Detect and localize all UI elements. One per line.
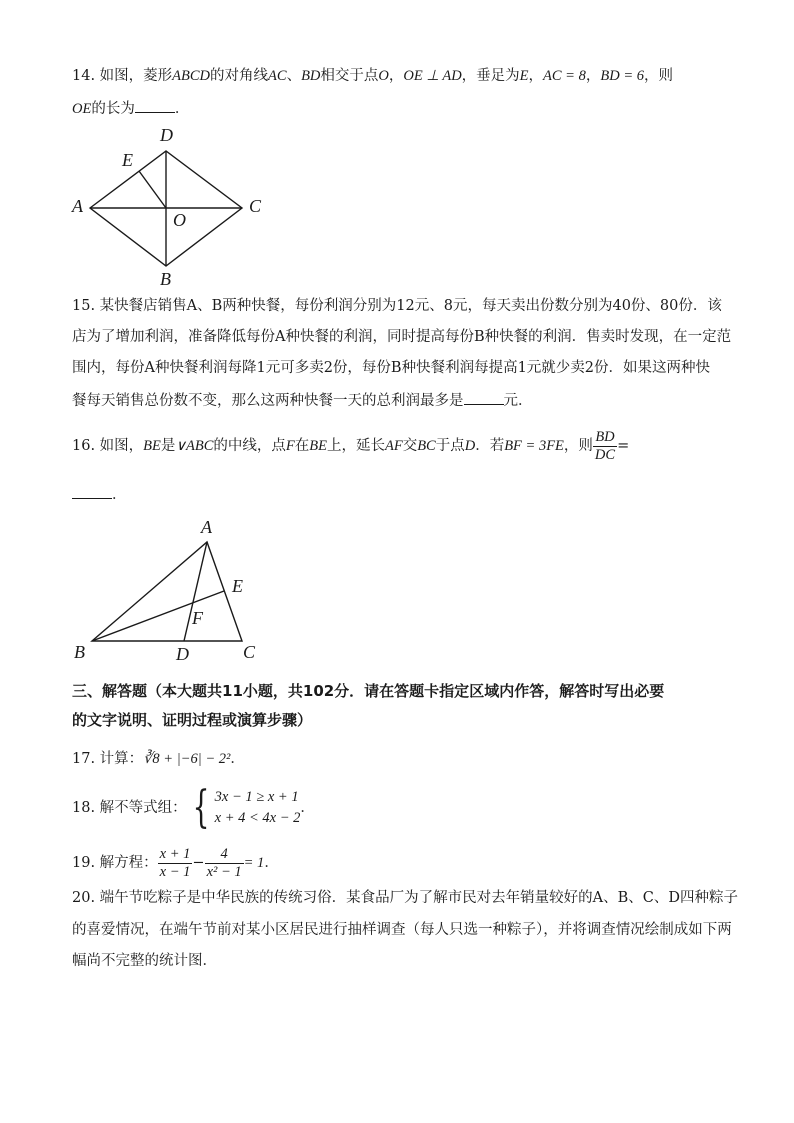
- q20-line3: 幅尚不完整的统计图．: [72, 953, 217, 969]
- q18: 18. 解不等式组： { 3x − 1 ≥ x + 1 x + 4 < 4x − 2 ．: [72, 782, 315, 833]
- q19-fraction-2: $\frac{4}{\text{x² − 1}}$: [206, 845, 242, 880]
- left-brace: {: [192, 782, 210, 833]
- q19: 19. 解方程： $\frac{x + 1}{x - 1}$ − $\frac{4}{\text{x² − 1}}$ = 1．: [72, 845, 279, 880]
- label-D: D: [176, 644, 189, 664]
- segment-oe: [139, 171, 166, 208]
- label-B: B: [74, 642, 85, 662]
- q14-line2: OE的长为 ．: [72, 98, 189, 119]
- label-D: D: [160, 125, 173, 145]
- q15-line2: 店为了增加利润，准备降低每份A种快餐的利润，同时提高每份B种快餐的利润．售卖时发现，在一定范: [72, 329, 732, 345]
- label-F: F: [192, 608, 203, 628]
- inequality-system: 3x − 1 ≥ x + 1 x + 4 < 4x − 2: [214, 789, 301, 826]
- q16-answer-blank: [72, 484, 112, 499]
- label-A: A: [201, 517, 212, 537]
- q15-line1: 15. 某快餐店销售A、B两种快餐，每份利润分别为12元、8元，每天卖出份数分别为40份、80份．该: [72, 298, 722, 314]
- q19-fraction-1: $\frac{x + 1}{x - 1}$: [159, 845, 191, 880]
- q15-answer-blank: [464, 390, 504, 405]
- q17: 17. 计算：∛8 + |−6| − 2²．: [72, 751, 245, 767]
- label-O: O: [173, 210, 186, 230]
- label-C: C: [243, 642, 256, 662]
- label-E: E: [232, 576, 243, 596]
- section3-heading-line2: 的文字说明、证明过程或演算步骤）: [72, 711, 313, 729]
- q20-line2: 的喜爱情况，在端午节前对某小区居民进行抽样调查（每人只选一种粽子），并将调查情况绘制成如下两: [72, 922, 732, 938]
- section3-heading-line1: 三、解答题（本大题共11小题，共102分．请在答题卡指定区域内作答，解答时写出必要: [72, 682, 665, 700]
- q20-line1: 20. 端午节吃粽子是中华民族的传统习俗．某食品厂为了解市民对去年销量较好的A、B、C、D四种粽子: [72, 890, 739, 906]
- q16-line2: ．: [72, 484, 127, 505]
- label-C: C: [249, 196, 262, 216]
- q14-line1: 14. 如图，菱形ABCD的对角线AC、BD相交于点O，OE ⊥ AD，垂足为E，AC = 8，BD = 6，则: [72, 68, 673, 84]
- triangle-abc: [92, 542, 242, 641]
- label-A: A: [72, 196, 83, 216]
- triangle-figure: [66, 512, 276, 672]
- label-E: E: [122, 150, 133, 170]
- rhombus-figure: [66, 122, 286, 292]
- q17-expression: ∛8 + |−6| − 2²: [143, 751, 231, 767]
- segment-be: [92, 591, 224, 641]
- q15-line4: 餐每天销售总份数不变，那么这两种快餐一天的总利润最多是 元．: [72, 390, 533, 411]
- q15-line3: 围内，每份A种快餐利润每降1元可多卖2份，每份B种快餐利润每提高1元就少卖2份．如果这两种快: [72, 360, 711, 376]
- label-B: B: [160, 269, 171, 289]
- q14-answer-blank: [135, 98, 175, 113]
- q16-line1: 16. 如图，BE是∨ABC的中线，点F在BE上，延长AF交BC于点D．若BF = 3FE，则 $\frac{BD}{DC}$ =: [72, 428, 630, 463]
- q14-abcd: ABCD: [172, 68, 211, 84]
- q16-fraction: $\frac{BD}{DC}$: [594, 428, 616, 463]
